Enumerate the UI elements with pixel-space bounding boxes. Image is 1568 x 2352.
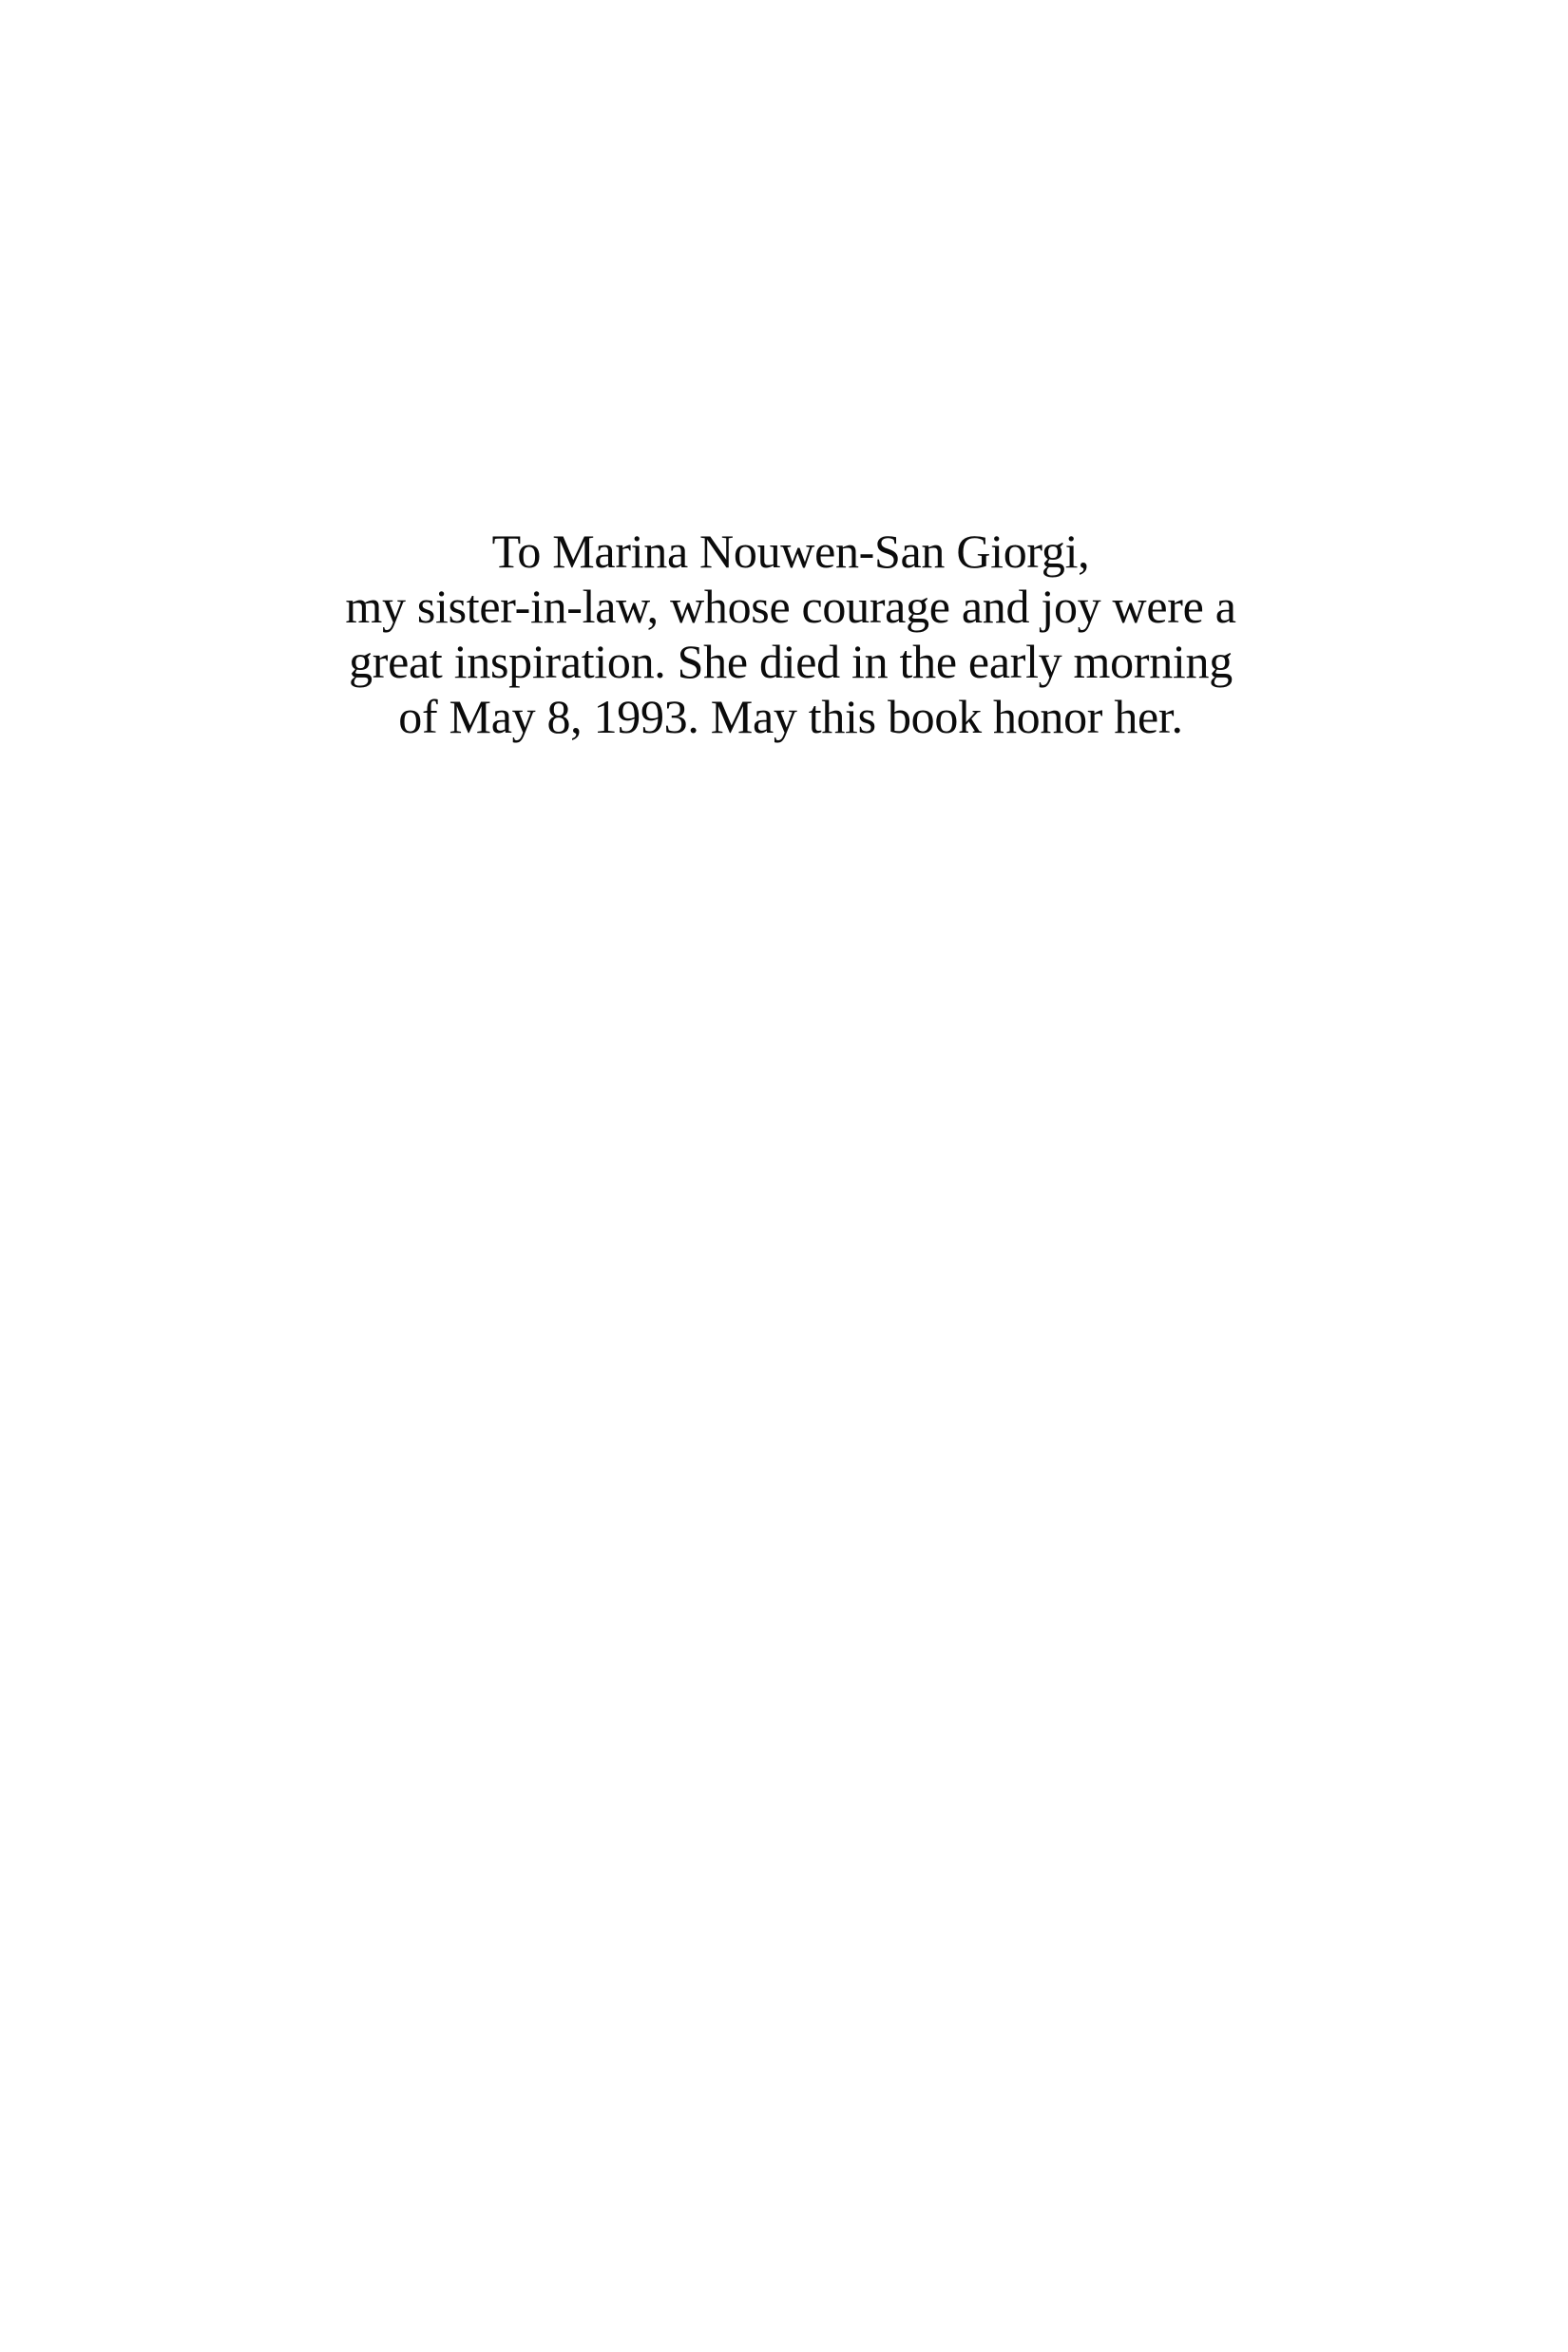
dedication-line-3: great inspiration. She died in the early morning xyxy=(349,635,1233,688)
dedication-text-block xyxy=(7,524,1568,744)
dedication-line-2: my sister-in-law, whose courage and joy were a xyxy=(345,580,1236,633)
dedication-line-1: To Marina Nouwen-San Giorgi, xyxy=(491,525,1090,578)
dedication-line-4: of May 8, 1993. May this book honor her. xyxy=(398,690,1183,743)
